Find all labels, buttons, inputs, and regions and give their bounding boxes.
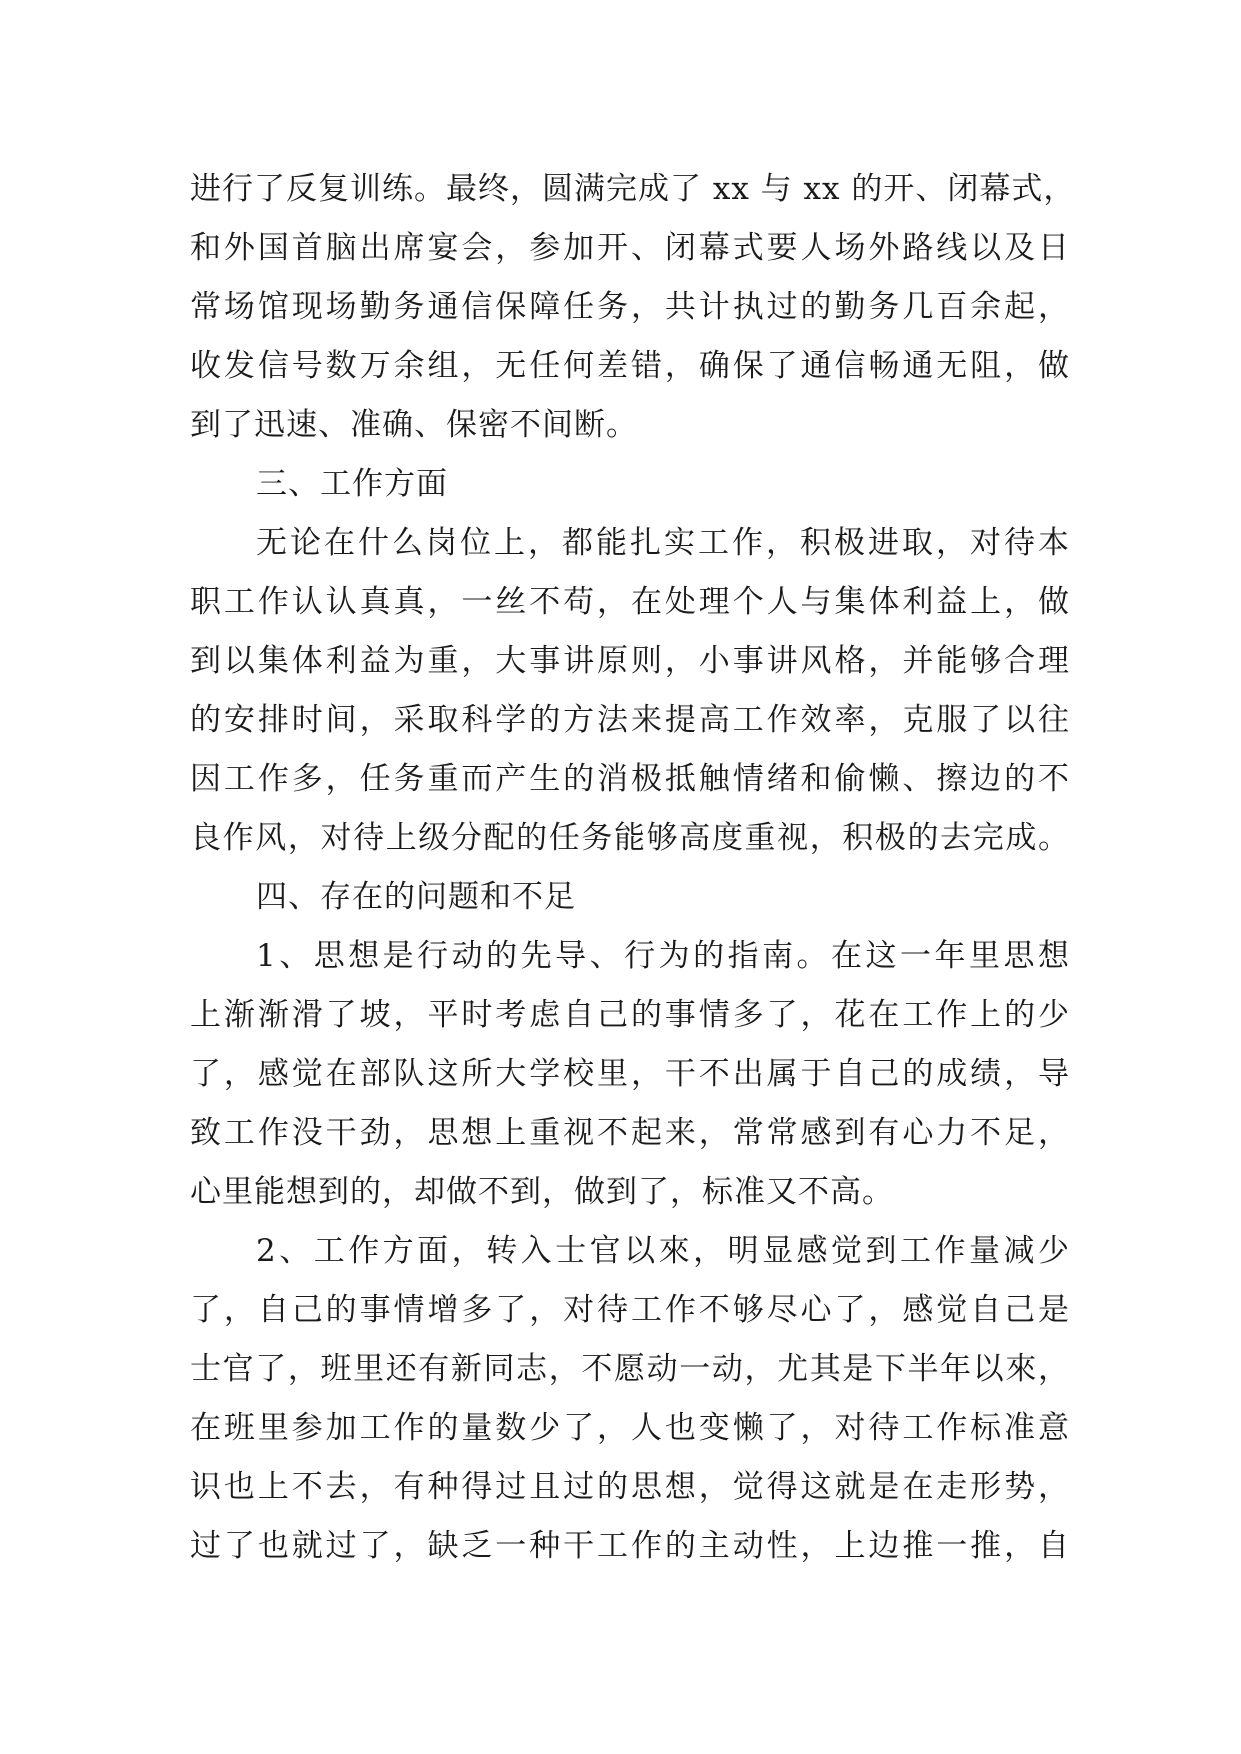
paragraph-first-line: 2、工作方面，转入士官以來，明显感觉到工作量减少 [256, 1233, 1070, 1269]
text-line: 心里能想到的，却做不到，做到了，标准又不高。 [190, 1174, 894, 1210]
text-line: 致工作没干劲，思想上重视不起来，常常感到有心力不足， [190, 1115, 1070, 1151]
text-line: 的安排时间，采取科学的方法来提高工作效率，克服了以往 [190, 702, 1070, 738]
paragraph-first-line: 1、思想是行动的先导、行为的指南。在这一年里思想 [256, 938, 1070, 974]
text-line: 良作风，对待上级分配的任务能够高度重视，积极的去完成。 [190, 820, 1070, 856]
text-line: 了，自己的事情增多了，对待工作不够尽心了，感觉自己是 [190, 1292, 1070, 1328]
section-heading: 四、存在的问题和不足 [256, 879, 576, 915]
text-line: 因工作多，任务重而产生的消极抵触情绪和偷懒、擦边的不 [190, 761, 1070, 797]
text-line: 在班里参加工作的量数少了，人也变懒了，对待工作标准意 [190, 1410, 1070, 1446]
text-line: 到了迅速、准确、保密不间断。 [190, 407, 638, 443]
text-line: 常场馆现场勤务通信保障任务，共计执过的勤务几百余起， [190, 289, 1070, 325]
text-line: 和外国首脑出席宴会，参加开、闭幕式要人场外路线以及日 [190, 230, 1070, 266]
text-line: 士官了，班里还有新同志，不愿动一动，尤其是下半年以來， [190, 1351, 1070, 1387]
document-body [190, 160, 1076, 1576]
text-line: 识也上不去，有种得过且过的思想，觉得这就是在走形势， [190, 1469, 1070, 1505]
text-line: 到以集体利益为重，大事讲原则，小事讲风格，并能够合理 [190, 643, 1070, 679]
paragraph-first-line: 无论在什么岗位上，都能扎实工作，积极进取，对待本 [256, 525, 1070, 561]
text-line: 了，感觉在部队这所大学校里，干不出属于自己的成绩，导 [190, 1056, 1070, 1092]
text-line: 上渐渐滑了坡，平时考虑自己的事情多了，花在工作上的少 [190, 997, 1070, 1033]
text-line: 收发信号数万余组，无任何差错，确保了通信畅通无阻，做 [190, 348, 1070, 384]
section-heading: 三、工作方面 [256, 466, 448, 502]
text-line: 过了也就过了，缺乏一种干工作的主动性，上边推一推，自 [190, 1528, 1070, 1564]
text-line: 职工作认认真真，一丝不苟，在处理个人与集体利益上，做 [190, 584, 1070, 620]
text-line: 进行了反复训练。最终，圆满完成了 xx 与 xx 的开、闭幕式， [190, 171, 1076, 207]
